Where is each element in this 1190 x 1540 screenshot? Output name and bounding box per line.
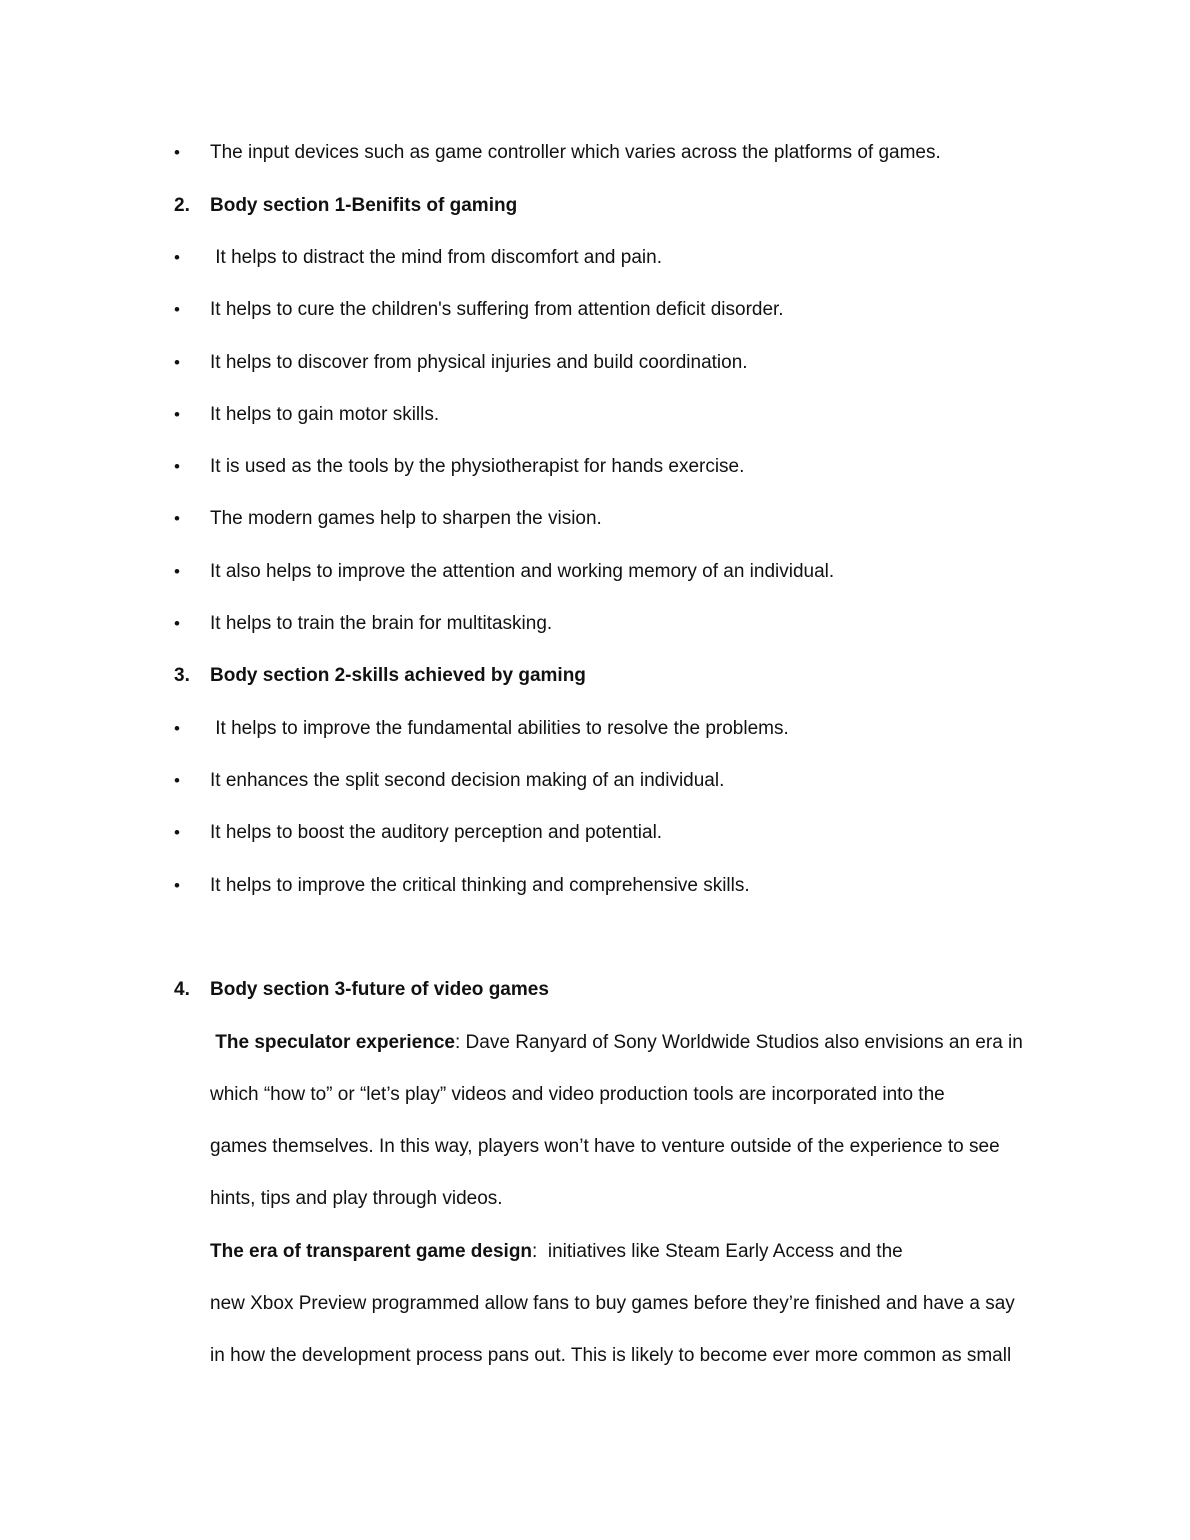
list-item-text: It helps to boost the auditory perception and potential. — [210, 822, 663, 843]
paragraph-lead: The speculator experience — [210, 1032, 455, 1053]
paragraph-line — [0, 1184, 1190, 1214]
paragraph-line — [0, 1028, 1190, 1058]
list-item — [0, 818, 1190, 848]
bullet-marker: • — [174, 876, 180, 895]
list-item — [0, 243, 1190, 273]
paragraph-text: hints, tips and play through videos. — [210, 1188, 503, 1209]
paragraph-lead: The era of transparent game design — [210, 1241, 533, 1262]
paragraph-line — [0, 1080, 1190, 1110]
list-item-text: It helps to discover from physical injuries and build coordination. — [210, 352, 748, 373]
section-2-heading — [0, 191, 1190, 221]
list-item-text: It enhances the split second decision making of an individual. — [210, 770, 725, 791]
list-item — [0, 348, 1190, 378]
list-item — [0, 609, 1190, 639]
bullet-marker: • — [174, 143, 180, 162]
bullet-marker: • — [174, 614, 180, 633]
list-item — [0, 400, 1190, 430]
section-heading-text: Body section 2-skills achieved by gaming — [210, 665, 586, 686]
paragraph-line — [0, 1237, 1190, 1267]
paragraph-text: in how the development process pans out. This is likely to become ever more common as small — [210, 1345, 1012, 1366]
section-4-heading — [0, 975, 1190, 1005]
bullet-marker: • — [174, 509, 180, 528]
list-item-text: It also helps to improve the attention and working memory of an individual. — [210, 561, 835, 582]
section-heading-text: Body section 1-Benifits of gaming — [210, 195, 518, 216]
paragraph-text — [210, 1028, 1023, 1058]
paragraph-text — [210, 1237, 903, 1267]
list-item-text: It helps to gain motor skills. — [210, 404, 440, 425]
bullet-marker: • — [174, 771, 180, 790]
list-item — [0, 138, 1190, 168]
list-item-text: The modern games help to sharpen the vision. — [210, 508, 602, 529]
bullet-marker: • — [174, 248, 180, 267]
bullet-marker: • — [174, 405, 180, 424]
list-item — [0, 452, 1190, 482]
bullet-marker: • — [174, 353, 180, 372]
section-heading-text: Body section 3-future of video games — [210, 979, 549, 1000]
paragraph-text-run: : initiatives like Steam Early Access and the — [532, 1241, 903, 1262]
bullet-marker: • — [174, 457, 180, 476]
list-item-text: It helps to improve the fundamental abilities to resolve the problems. — [210, 718, 789, 739]
section-number: 4. — [174, 979, 190, 1000]
paragraph-text: which “how to” or “let’s play” videos and video production tools are incorporated into the — [210, 1084, 945, 1105]
section-number: 2. — [174, 195, 190, 216]
bullet-marker: • — [174, 562, 180, 581]
list-item-text: It helps to train the brain for multitasking. — [210, 613, 553, 634]
list-item — [0, 766, 1190, 796]
bullet-marker: • — [174, 719, 180, 738]
paragraph-text: games themselves. In this way, players won’t have to venture outside of the experience to see — [210, 1136, 1000, 1157]
paragraph-text: new Xbox Preview programmed allow fans to buy games before they’re finished and have a say — [210, 1293, 1015, 1314]
paragraph-line — [0, 1341, 1190, 1371]
list-item — [0, 871, 1190, 901]
list-item — [0, 504, 1190, 534]
list-item — [0, 295, 1190, 325]
list-item-text: It helps to improve the critical thinking and comprehensive skills. — [210, 875, 750, 896]
section-3-heading — [0, 661, 1190, 691]
list-item-text: It helps to cure the children's suffering from attention deficit disorder. — [210, 299, 784, 320]
list-item — [0, 714, 1190, 744]
list-item-text: It is used as the tools by the physiotherapist for hands exercise. — [210, 456, 745, 477]
bullet-marker: • — [174, 823, 180, 842]
list-item-text: The input devices such as game controller which varies across the platforms of games. — [210, 142, 941, 163]
bullet-marker: • — [174, 300, 180, 319]
list-item-text: It helps to distract the mind from discomfort and pain. — [210, 247, 662, 268]
list-item — [0, 557, 1190, 587]
paragraph-line — [0, 1132, 1190, 1162]
paragraph-line — [0, 1289, 1190, 1319]
section-number: 3. — [174, 665, 190, 686]
paragraph-text-run: : Dave Ranyard of Sony Worldwide Studios also envisions an era in — [455, 1032, 1023, 1053]
